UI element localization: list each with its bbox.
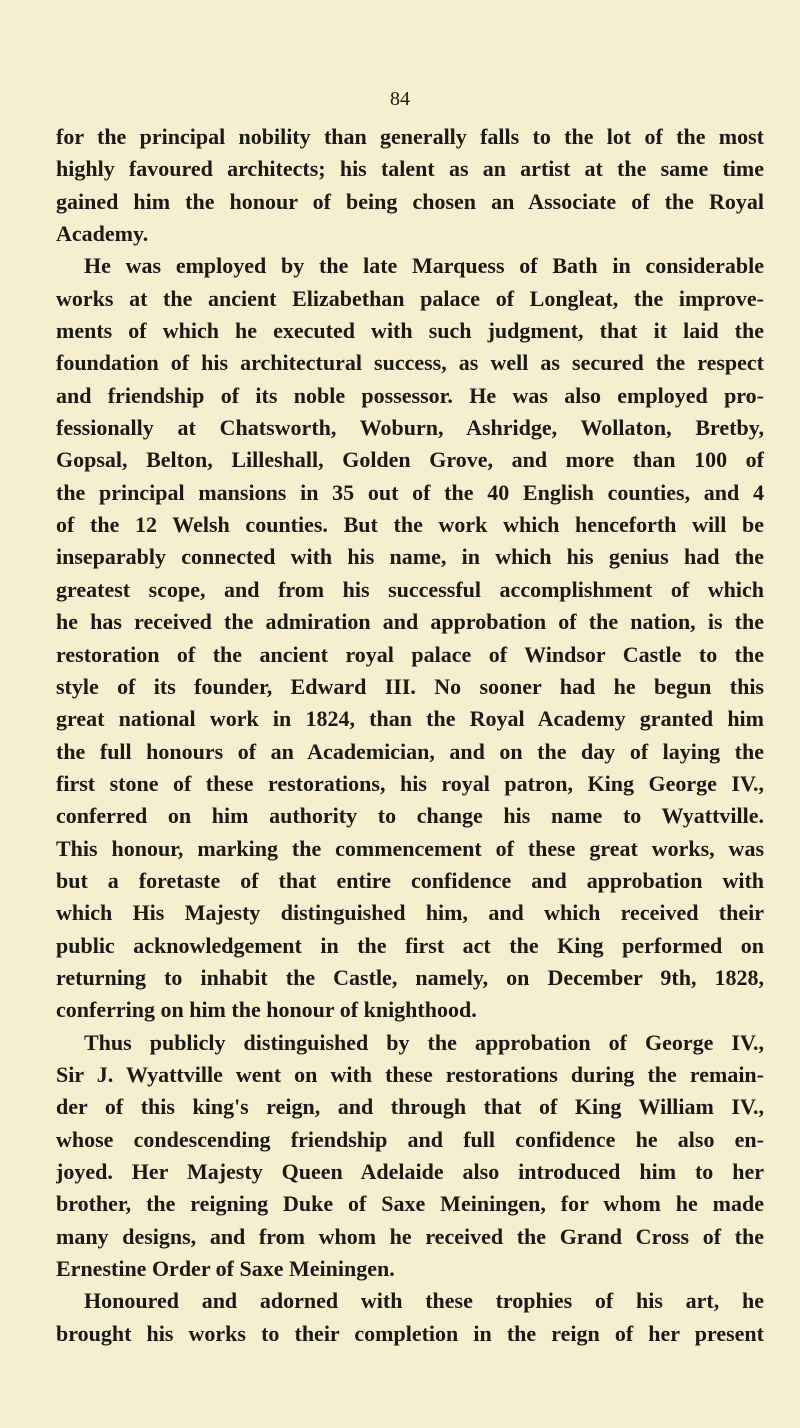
text-line: conferring on him the honour of knighthood. [56, 997, 477, 1023]
body-text [56, 121, 764, 1350]
text-line: conferred on him authority to change his name to Wyattville. [56, 803, 764, 829]
text-line: Honoured and adorned with these trophies of his art, he [84, 1288, 764, 1314]
text-line: He was employed by the late Marquess of Bath in considerable [84, 253, 764, 279]
text-line: Ernestine Order of Saxe Meiningen. [56, 1256, 395, 1282]
text-line: highly favoured architects; his talent as an artist at the same time [56, 156, 764, 182]
text-line: gained him the honour of being chosen an Associate of the Royal [56, 188, 764, 214]
text-line: but a foretaste of that entire confidence and approbation with [56, 867, 764, 893]
text-line: which His Majesty distinguished him, and which received their [56, 900, 764, 926]
text-line: the full honours of an Academician, and on the day of laying the [56, 738, 764, 764]
text-line: restoration of the ancient royal palace of Windsor Castle to the [56, 641, 764, 667]
page-number: 84 [390, 88, 410, 110]
text-line: der of this king's reign, and through that of King William IV., [56, 1094, 764, 1120]
text-line: great national work in 1824, than the Royal Academy granted him [56, 706, 764, 732]
text-line: brother, the reigning Duke of Saxe Meiningen, for whom he made [56, 1191, 764, 1217]
text-line: Academy. [56, 221, 149, 247]
text-line: greatest scope, and from his successful accomplishment of which [56, 576, 764, 602]
text-line: works at the ancient Elizabethan palace of Longleat, the improve- [56, 285, 764, 311]
text-line: foundation of his architectural success, as well as secured the respect [56, 350, 764, 376]
text-line: Sir J. Wyattville went on with these restorations during the remain- [56, 1061, 764, 1087]
text-line: ments of which he executed with such judgment, that it laid the [56, 318, 764, 344]
text-line: for the principal nobility than generally falls to the lot of the most [56, 124, 764, 149]
text-line: of the 12 Welsh counties. But the work which henceforth will be [56, 512, 764, 538]
text-line: returning to inhabit the Castle, namely, on December 9th, 1828, [56, 964, 764, 990]
text-line: brought his works to their completion in the reign of her present [56, 1320, 764, 1346]
text-line: joyed. Her Majesty Queen Adelaide also introduced him to her [56, 1159, 764, 1184]
text-line: public acknowledgement in the first act the King performed on [56, 932, 764, 958]
text-line: first stone of these restorations, his royal patron, King George IV., [56, 770, 764, 796]
text-line: style of its founder, Edward III. No sooner had he begun this [56, 673, 764, 699]
text-line: and friendship of its noble possessor. He was also employed pro- [56, 382, 764, 408]
text-line: the principal mansions in 35 out of the 40 English counties, and 4 [56, 479, 764, 505]
text-line: inseparably connected with his name, in which his genius had the [56, 544, 764, 570]
text-line: many designs, and from whom he received the Grand Cross of the [56, 1223, 764, 1249]
text-line: Gopsal, Belton, Lilleshall, Golden Grove, and more than 100 of [56, 447, 764, 473]
text-line: he has received the admiration and approbation of the nation, is the [56, 609, 764, 635]
text-line: Thus publicly distinguished by the approbation of George IV., [84, 1029, 764, 1055]
text-line: whose condescending friendship and full confidence he also en- [56, 1126, 764, 1152]
text-line: This honour, marking the commencement of these great works, was [56, 835, 764, 861]
text-line: fessionally at Chatsworth, Woburn, Ashridge, Wollaton, Bretby, [56, 415, 764, 441]
